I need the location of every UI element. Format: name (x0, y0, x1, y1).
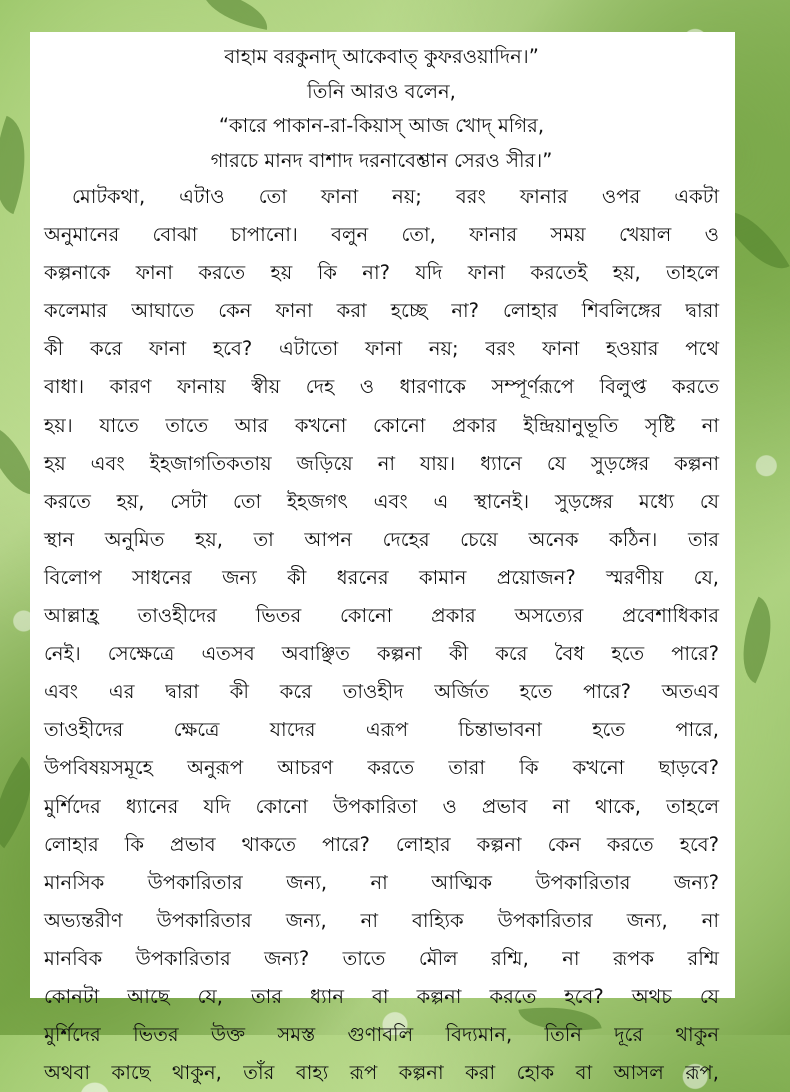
document-page (30, 32, 735, 1085)
paragraph-line: অনুমানের বোঝা চাপানো। বলুন তো, ফানার সময় খেয়াল ও (44, 223, 719, 247)
paragraph-line: নেই। সেক্ষেত্রে এতসব অবাঞ্ছিত কল্পনা কী করে বৈধ হতে পারে? (44, 642, 719, 666)
paragraph-line: মানসিক উপকারিতার জন্য, না আত্মিক উপকারিতার জন্য? (44, 870, 719, 894)
background-leaf (198, 0, 272, 30)
paragraph-line: তাওহীদের ক্ষেত্রে যাদের এরূপ চিন্তাভাবনা হতে পারে, (44, 718, 719, 742)
paragraph-line: মুর্শিদের ধ্যানের যদি কোনো উপকারিতা ও প্রভাব না থাকে, তাহলে (44, 794, 719, 818)
paragraph-line: আল্লাহ্র তাওহীদের ভিতর কোনো প্রকার অসত্যের প্রবেশাধিকার (44, 604, 719, 628)
body-paragraph (44, 178, 719, 1092)
verse-line: “কারে পাকান-রা-কিয়াস্ আজ খোদ্ মগির, (218, 114, 545, 137)
paragraph-line: কল্পনাকে ফানা করতে হয় কি না? যদি ফানা করতেই হয়, তাহলে (44, 261, 719, 285)
verse-line: বাহাম বরকুনাদ্ আকেবাত্ কুফরওয়াদিন।” (224, 45, 539, 68)
paragraph-line: বিলোপ সাধনের জন্য কী ধরনের কামান প্রয়োজন? স্মরণীয় যে, (44, 565, 719, 589)
paragraph-line: মানবিক উপকারিতার জন্য? তাতে মৌল রশ্মি, না রূপক রশ্মি (44, 946, 719, 970)
paragraph-line: অথবা কাছে থাকুন, তাঁর বাহ্য রূপ কল্পনা করা হোক বা আসল রূপ, (44, 1061, 719, 1085)
paragraph-line: কলেমার আঘাতে কেন ফানা করা হচ্ছে না? লোহার শিবলিঙ্গের দ্বারা (44, 299, 719, 323)
paragraph-line: অভ্যন্তরীণ উপকারিতার জন্য, না বাহ্যিক উপকারিতার জন্য, না (44, 908, 719, 932)
paragraph-line: মোটকথা, এটাও তো ফানা নয়; বরং ফানার ওপর একটা (72, 185, 719, 208)
paragraph-line: করতে হয়, সেটা তো ইহজগৎ এবং এ স্থানেই। সুড়ঙ্গের মধ্যে যে (44, 489, 719, 513)
paragraph-line: হয় এবং ইহজাগতিকতায় জড়িয়ে না যায়। ধ্যানে যে সুড়ঙ্গের কল্পনা (44, 451, 719, 475)
paragraph-line: লোহার কি প্রভাব থাকতে পারে? লোহার কল্পনা কেন করতে হবে? (44, 832, 719, 856)
paragraph-line: উপবিষয়সমূহে অনুরূপ আচরণ করতে তারা কি কখনো ছাড়বে? (44, 756, 719, 780)
paragraph-line: হয়। যাতে তাতে আর কখনো কোনো প্রকার ইন্দ্রিয়ানুভূতি সৃষ্টি না (44, 413, 719, 437)
paragraph-line: কী করে ফানা হবে? এটাতো ফানা নয়; বরং ফানা হওয়ার পথে (44, 337, 719, 361)
verse-line: গারচে মানদ বাশাদ দরনাবেশ্তান সেরও সীর।” (210, 148, 553, 172)
verse-block (44, 40, 719, 178)
verse-line: তিনি আরও বলেন, (307, 79, 456, 103)
paragraph-line: এবং এর দ্বারা কী করে তাওহীদ অর্জিত হতে পারে? অতএব (44, 680, 719, 704)
paragraph-line: কোনটা আছে যে, তার ধ্যান বা কল্পনা করতে হবে? অথচ যে (44, 984, 719, 1008)
paragraph-line: স্থান অনুমিত হয়, তা আপন দেহের চেয়ে অনেক কঠিন। তার (44, 527, 719, 551)
paragraph-line: বাধা। কারণ ফানায় স্বীয় দেহ ও ধারণাকে সম্পূর্ণরূপে বিলুপ্ত করতে (44, 375, 719, 399)
paragraph-line: মুর্শিদের ভিতর উক্ত সমস্ত গুণাবলি বিদ্যমান, তিনি দূরে থাকুন (44, 1023, 719, 1047)
